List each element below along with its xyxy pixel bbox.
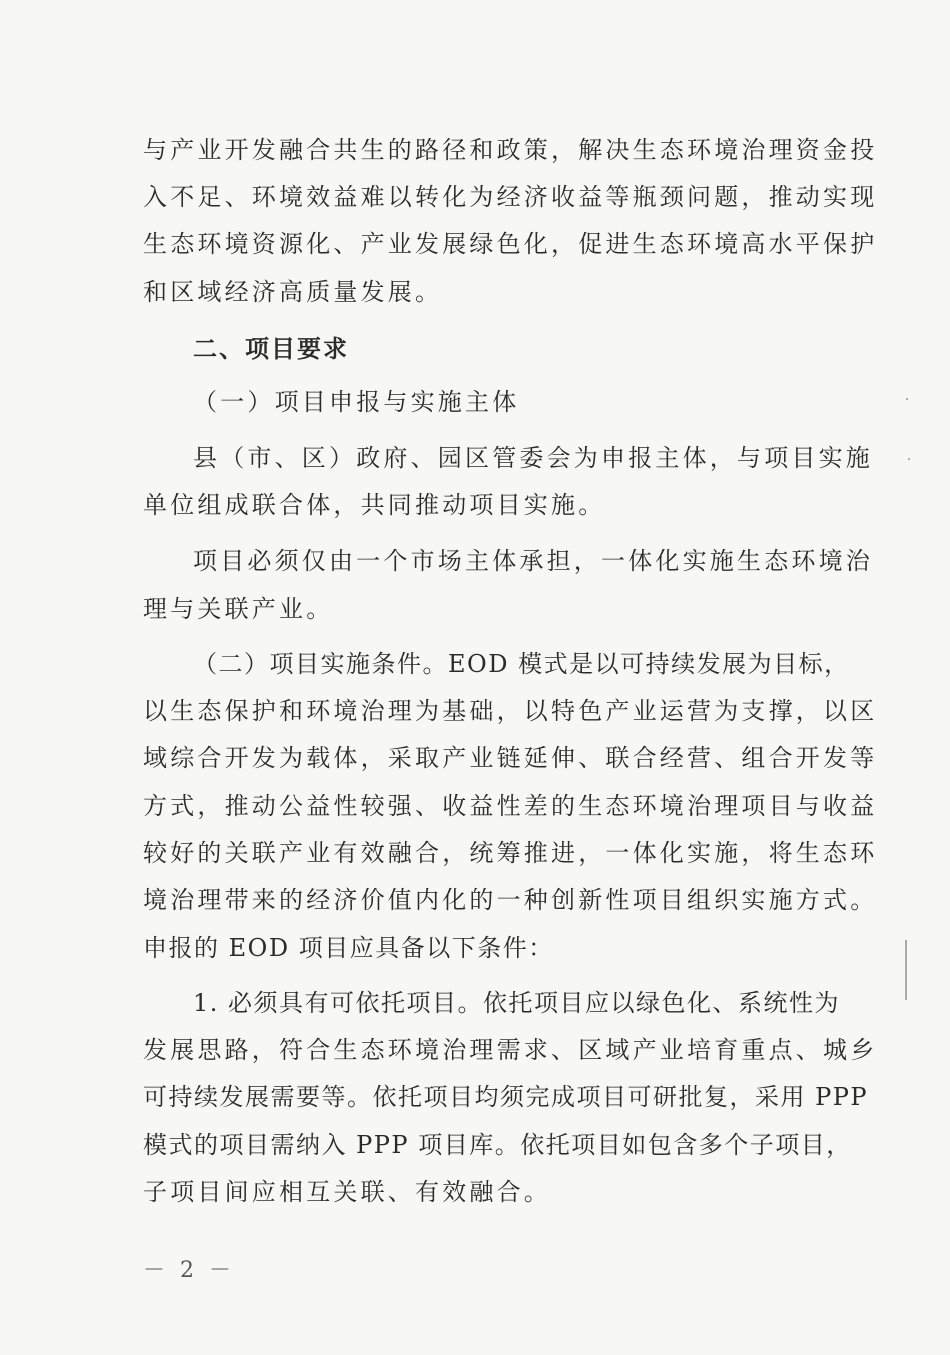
body-line-17: 申报的 EOD 项目应具备以下条件： bbox=[143, 934, 554, 962]
body-line-22: 子项目间应相互关联、有效融合。 bbox=[143, 1178, 551, 1206]
body-line-2: 入不足、环境效益难以转化为经济收益等瓶颈问题，推动实现 bbox=[143, 183, 878, 211]
body-line-3: 生态环境资源化、产业发展绿色化，促进生态环境高水平保护 bbox=[143, 230, 878, 258]
scan-edge-mark bbox=[905, 940, 907, 1000]
body-line-12: 以生态保护和环境治理为基础，以特色产业运营为支撑，以区 bbox=[143, 697, 878, 725]
body-line-14: 方式，推动公益性较强、收益性差的生态环境治理项目与收益 bbox=[143, 792, 878, 820]
body-line-8: 单位组成联合体，共同推动项目实施。 bbox=[143, 491, 606, 519]
body-line-19: 发展思路，符合生态环境治理需求、区域产业培育重点、城乡 bbox=[143, 1036, 878, 1064]
body-line-9: 项目必须仅由一个市场主体承担，一体化实施生态环境治 bbox=[193, 547, 873, 575]
subsection-heading-1: （一）项目申报与实施主体 bbox=[193, 388, 520, 416]
subsection-heading-2: （二）项目实施条件。EOD 模式是以可持续发展为目标， bbox=[193, 650, 850, 678]
page-number: － 2 － bbox=[143, 1258, 235, 1283]
section-heading: 二、项目要求 bbox=[193, 334, 349, 363]
scan-speck bbox=[906, 398, 908, 400]
body-line-20: 可持续发展需要等。依托项目均须完成项目可研批复，采用 PPP bbox=[143, 1083, 869, 1111]
body-line-13: 域综合开发为载体，采取产业链延伸、联合经营、组合开发等 bbox=[143, 744, 878, 772]
body-line-4: 和区域经济高质量发展。 bbox=[143, 278, 443, 306]
body-line-15: 较好的关联产业有效融合，统筹推进，一体化实施，将生态环 bbox=[143, 839, 878, 867]
scan-speck bbox=[908, 458, 910, 460]
body-line-7: 县（市、区）政府、园区管委会为申报主体，与项目实施 bbox=[193, 444, 873, 472]
body-line-10: 理与关联产业。 bbox=[143, 595, 334, 623]
body-line-1: 与产业开发融合共生的路径和政策，解决生态环境治理资金投 bbox=[143, 136, 878, 164]
body-line-16: 境治理带来的经济价值内化的一种创新性项目组织实施方式。 bbox=[143, 886, 878, 914]
body-line-21: 模式的项目需纳入 PPP 项目库。依托项目如包含多个子项目， bbox=[143, 1131, 852, 1159]
condition-item-1: 1. 必须具有可依托项目。依托项目应以绿色化、系统性为 bbox=[193, 989, 841, 1017]
